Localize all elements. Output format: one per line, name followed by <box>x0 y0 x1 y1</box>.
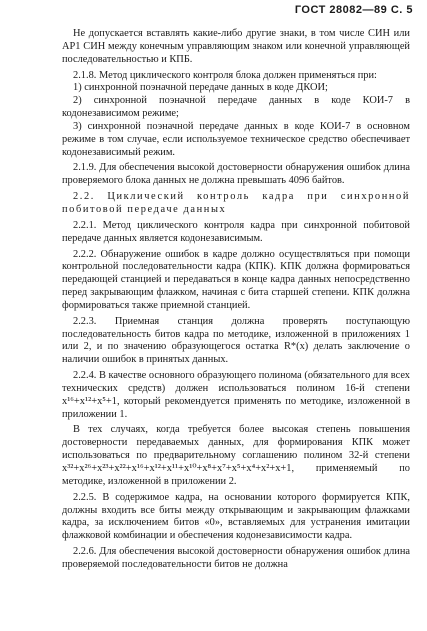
paragraph-2-2-4: 2.2.4. В качестве основного образующего полинома (обязательного для всех технических средств) должен использоваться полином 16-й степени x¹⁶+x¹²+x⁵+1, который рекомендуется применять по методике, изложенной в приложении 1. <box>62 370 410 420</box>
section-heading-2-2: 2.2. Циклический контроль кадра при синхронной побитовой передаче данных <box>62 191 410 215</box>
page-header: ГОСТ 28082—89 С. 5 <box>294 4 413 16</box>
paragraph-polynomial-32: В тех случаях, когда требуется более высокая степень повышения достоверности передаваемых данных, для формирования КПК может использоваться по предварительному соглашению полином 32-й степени x³²+x²⁶+x²³+x²²+x¹⁶+x¹²+x¹¹+x¹⁰+x⁸+x⁷+x⁵+x⁴+x²+x+1, применяемый по методике, изложенной в приложении 2. <box>62 424 410 487</box>
document-body <box>62 28 410 572</box>
paragraph-2-2-1: 2.2.1. Метод циклического контроля кадра при синхронной побитовой передаче данных является кодонезависимым. <box>62 219 410 244</box>
paragraph-intro: Не допускается вставлять какие-либо другие знаки, в том числе СИН или АР1 СИН между конечным управляющим знаком или конечной управляющей последовательностью и КПБ. <box>62 28 410 65</box>
list-item-3: 3) синхронной поэначной передаче данных в коде КОИ-7 в основном режиме в том случае, если используемое техническое средство обеспечивает кодонезависимый режим. <box>62 120 410 158</box>
paragraph-2-2-3: 2.2.3. Приемная станция должна проверять поступающую последовательность битов кадра по методике, изложенной в приложениях 1 или 2, и по значению образующегося остатка R*(x) делать заключение о наличии ошибок в принятых данных. <box>62 315 410 366</box>
paragraph-2-2-6: 2.2.6. Для обеспечения высокой достоверности обнаружения ошибок длина проверяемой последовательности битов не должна <box>62 546 410 570</box>
paragraph-2-1-9: 2.1.9. Для обеспечения высокой достоверности обнаружения ошибок длина проверяемого блока данных не должна превышать 4096 байтов. <box>62 162 410 187</box>
paragraph-2-1-8: 2.1.8. Метод циклического контроля блока должен применяться при: <box>73 69 377 81</box>
paragraph-2-2-2: 2.2.2. Обнаружение ошибок в кадре должно осуществляться при помощи контрольной последовательности кадра (КПК). КПК должна формироваться передающей станцией и передаваться в конце кадра данных непосредственно перед закрывающим флажком, начиная с бита старшей степени. КПК должна формироваться также приемной станцией. <box>62 248 410 311</box>
list-item-1: 1) синхронной поэначной передаче данных в коде ДКОИ; <box>73 82 328 94</box>
paragraph-2-2-5: 2.2.5. В содержимое кадра, на основании которого формируется КПК, должны входить все биты между открывающим и закрывающим флажками кадра, за исключением битов «0», вставляемых для устранения имитации флажковой комбинации и обеспечения кодонезависимости кадра. <box>62 491 410 542</box>
list-item-2: 2) синхронной поэначной передаче данных в коде КОИ-7 в кодонезависимом режиме; <box>62 95 410 120</box>
